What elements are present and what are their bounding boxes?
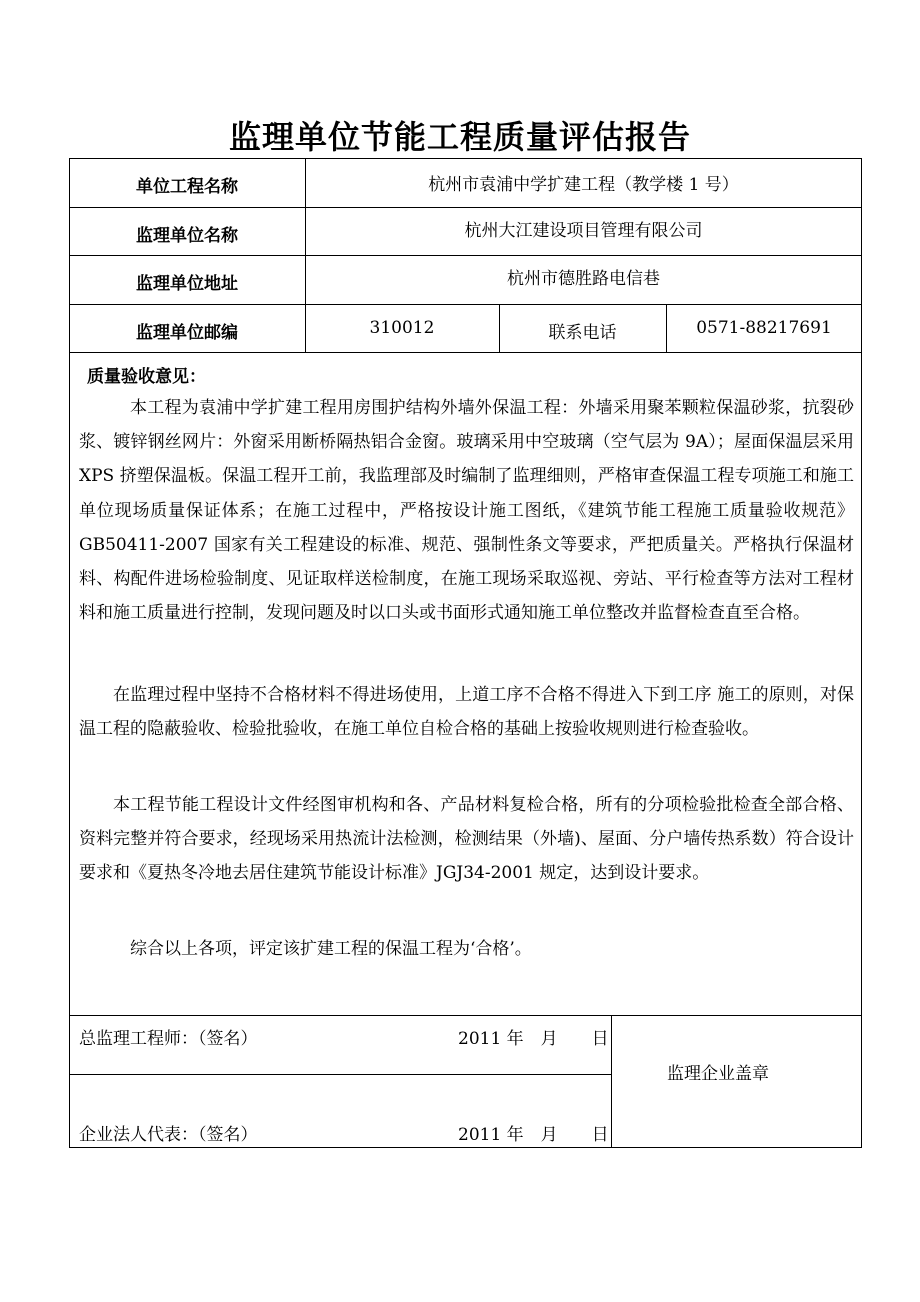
legal-rep-signature: 企业法人代表：（签名） [79,1125,258,1145]
opinion-paragraph: 综合以上各项，评定该扩建工程的保温工程为‘合格’。 [130,939,532,959]
form-border-bottom [69,1147,862,1148]
row-divider [69,1074,611,1075]
row-divider [69,207,862,208]
legal-rep-date: 2011 年 月 日 [458,1125,609,1145]
row-divider [69,304,862,305]
opinion-paragraph: 本工程为袁浦中学扩建工程用房围护结构外墙外保温工程：外墙采用聚苯颗粒保温砂浆，抗裂砂浆、镀锌钢丝网片：外窗采用断桥隔热铝合金窗。玻璃采用中空玻璃（空气层为 9A）；屋面保温层采用 XPS 挤塑保温板。保温工程开工前，我监理部及时编制了监理细则，严格审查保温工程专项施工和施工单位现场质量保证体系；在施工过程中，严格按设计施工图纸，《建筑节能工程施工质量验收规范》GB50411-2007 国家有关工程建设的标准、规范、强制性条文等要求，严把质量关。严格执行保温材料、构配件进场检验制度、见证取样送检制度，在施工现场采取巡视、旁站、平行检查等方法对工程材料和施工质量进行控制，发现问题及时以口头或书面形式通知施工单位整改并监督检查直至合格。 [79,398,854,624]
column-divider [611,1015,612,1148]
project-name-value: 杭州市袁浦中学扩建工程（教学楼 1 号） [428,175,739,195]
page-title: 监理单位节能工程质量评估报告 [228,118,691,156]
supervisor-address-value: 杭州市德胜路电信巷 [507,269,660,289]
phone-value: 0571-88217691 [696,318,832,338]
supervisor-address-label: 监理单位地址 [136,274,238,294]
opinion-heading: 质量验收意见： [87,367,206,387]
row-divider [69,255,862,256]
supervisor-name-value: 杭州大江建设项目管理有限公司 [464,221,703,241]
row-divider [69,1015,862,1016]
form-border-top [69,158,862,159]
opinion-paragraph: 本工程节能工程设计文件经图审机构和各、产品材料复检合格，所有的分项检验批检查全部合格、资料完整并符合要求，经现场采用热流计法检测，检测结果（外墙)、屋面、分户墙传热系数）符合设计要求和《夏热冬冷地去居住建筑节能设计标准》JGJ34-2001 规定，达到设计要求。 [79,795,854,884]
company-seal: 监理企业盖章 [667,1064,769,1084]
form-border-left [69,158,70,1148]
opinion-paragraph: 在监理过程中坚持不合格材料不得进场使用，上道工序不合格不得进入下到工序 施工的原则，对保温工程的隐蔽验收、检验批验收，在施工单位自检合格的基础上按验收规则进行检查验收。 [79,685,854,740]
row-divider [69,352,862,353]
postal-code-label: 监理单位邮编 [136,323,238,343]
chief-engineer-date: 2011 年 月 日 [458,1029,609,1049]
project-name-label: 单位工程名称 [136,177,238,197]
report-form [69,158,862,1148]
phone-label: 联系电话 [548,323,617,343]
supervisor-name-label: 监理单位名称 [136,226,238,246]
form-border-right [861,158,862,1148]
postal-code-value: 310012 [369,318,435,338]
chief-engineer-signature: 总监理工程师：（签名） [79,1029,258,1049]
